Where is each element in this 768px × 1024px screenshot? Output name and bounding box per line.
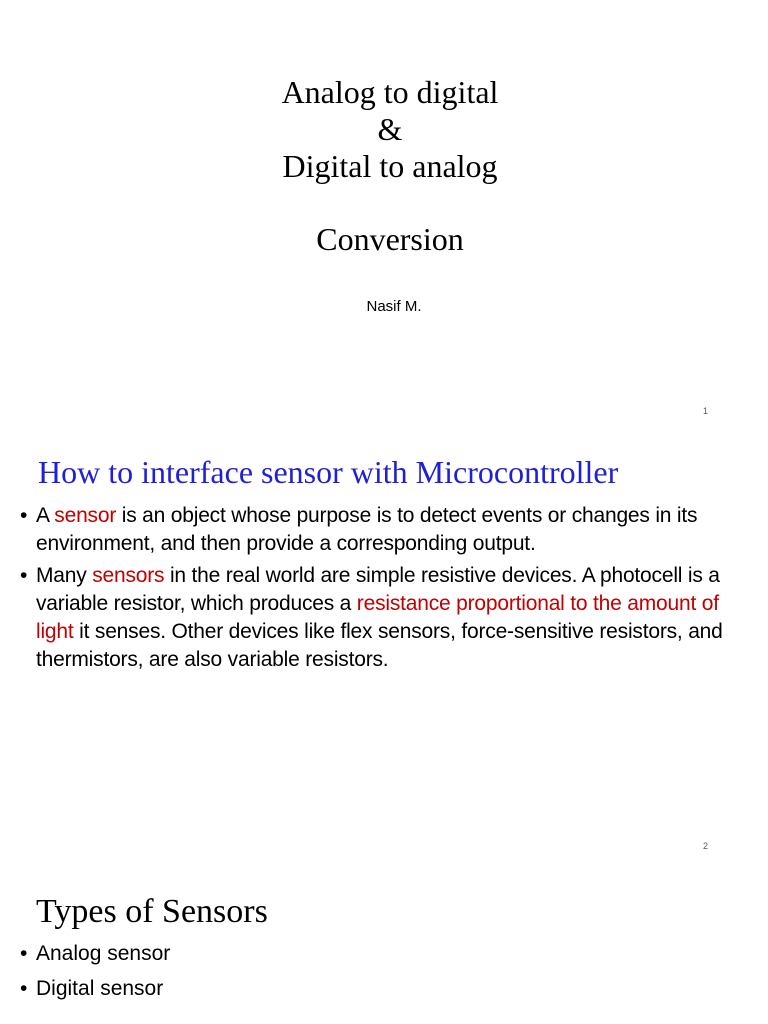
bullet-text: Digital sensor [36,977,164,1000]
highlight-text: sensors [92,564,165,587]
bullet-dot: • [20,942,28,965]
bullet-text: A [36,504,55,527]
bullet-text: it senses. Other devices like flex sensors, force-sensitive resistors, and thermistors, are also variable resistors. [36,620,723,671]
bullet-dot: • [20,564,28,587]
title-line-1: Analog to digital [281,74,499,110]
bullet-list [20,936,170,1006]
bullet-text: is an object whose purpose is to detect events or changes in its environment, and then provide a corresponding output. [36,504,698,555]
title-line-3: Digital to analog [282,148,498,184]
slide-heading: Types of Sensors [36,893,268,930]
bullet-text: in the real world are simple resistive devices. A photocell is a variable resistor, which produces a [36,564,720,615]
bullet-text: Many [36,564,93,587]
page-number: 1 [703,406,709,416]
bullet-dot: • [20,504,28,527]
bullet-text: Analog sensor [36,942,171,965]
slide-2 [0,430,768,860]
slide-heading: How to interface sensor with Microcontroller [38,454,619,490]
bullet-item [20,502,760,558]
bullet-list [20,502,760,678]
slide-3 [0,860,768,1024]
bullet-item [20,936,170,971]
highlight-text: resistance proportional to the amount of light [36,592,719,643]
bullet-item [20,562,760,674]
title-line-2: & [377,111,403,147]
page-number: 2 [703,841,709,851]
bullet-item [20,971,170,1006]
highlight-text: sensor [54,504,117,527]
author-name: Nasif M. [366,298,422,315]
bullet-dot: • [20,977,28,1000]
slide-1 [0,0,768,430]
title-line-4: Conversion [316,221,464,257]
